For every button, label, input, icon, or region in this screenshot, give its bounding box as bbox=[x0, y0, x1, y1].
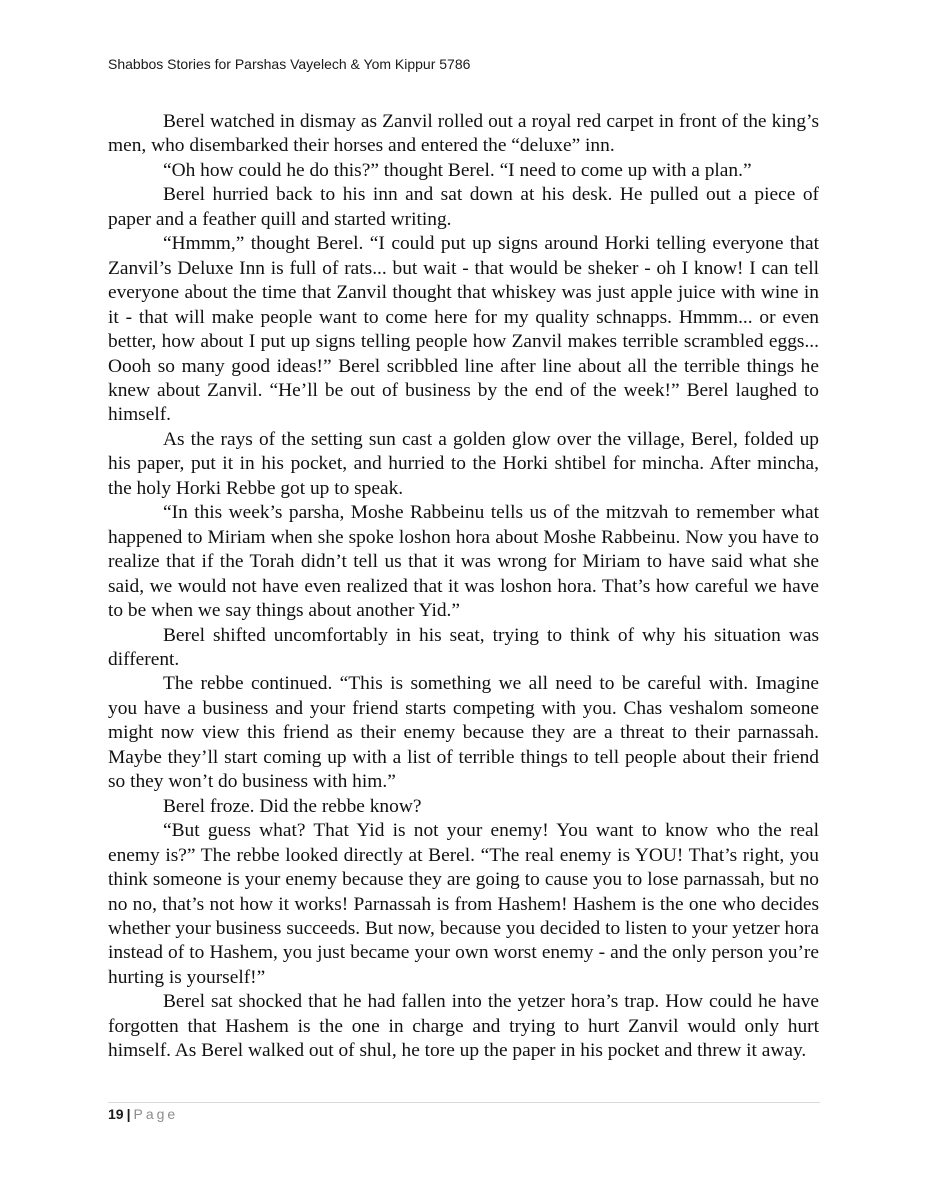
paragraph: Berel watched in dismay as Zanvil rolled out a royal red carpet in front of the king’s men, who disembarked their horses and entered the “deluxe” inn. bbox=[108, 111, 819, 157]
paragraph: “But guess what? That Yid is not your enemy! You want to know who the real enemy is?” The rebbe looked directly at Berel. “The real enemy is YOU! That’s right, you think someone is your enemy because they are going to cause you to lose parnassah, but no no no, that’s not how it works! Parnassah is from Hashem! Hashem is the one who decides whether your business succeeds. But now, because you decided to listen to your yetzer hora instead of to Hashem, you just became your own worst enemy - and the only person you’re hurting is yourself!” bbox=[108, 820, 819, 988]
paragraph: Berel sat shocked that he had fallen into the yetzer hora’s trap. How could he have forgotten that Hashem is the one in charge and trying to hurt Zanvil would only hurt himself. As Berel walked out of shul, he tore up the paper in his pocket and threw it away. bbox=[108, 991, 819, 1062]
paragraph: “Oh how could he do this?” thought Berel. “I need to come up with a plan.” bbox=[163, 159, 752, 181]
paragraph: Berel froze. Did the rebbe know? bbox=[163, 795, 422, 817]
paragraph: “Hmmm,” thought Berel. “I could put up signs around Horki telling everyone that Zanvil’s Deluxe Inn is full of rats... but wait - that would be sheker - oh I know! I can tell everyone about the time that Zanvil thought that whiskey was just apple juice with wine in it - that will make people want to come here for my quality schnapps. Hmmm... or even better, how about I put up signs telling people how Zanvil makes terrible scrambled eggs... Oooh so many good ideas!” Berel scribbled line after line about all the terrible things he knew about Zanvil. “He’ll be out of business by the end of the week!” Berel laughed to himself. bbox=[108, 233, 819, 426]
page-label: Page bbox=[133, 1106, 179, 1122]
paragraph: As the rays of the setting sun cast a golden glow over the village, Berel, folded up his paper, put it in his pocket, and hurried to the Horki shtibel for mincha. After mincha, the holy Horki Rebbe got up to speak. bbox=[108, 428, 819, 499]
page-number: 19 bbox=[108, 1106, 124, 1122]
footer-separator: | bbox=[126, 1106, 131, 1122]
paragraph: The rebbe continued. “This is something we all need to be careful with. Imagine you have a business and your friend starts competing with you. Chas veshalom someone might now view this friend as their enemy because they are a threat to their parnassah. Maybe they’ll start coming up with a list of terrible things to tell people about their friend so they won’t do business with him.” bbox=[108, 673, 819, 793]
paragraph: “In this week’s parsha, Moshe Rabbeinu tells us of the mitzvah to remember what happened to Miriam when she spoke loshon hora about Moshe Rabbeinu. Now you have to realize that if the Torah didn’t tell us that it was wrong for Miriam to have said what she said, we would not have even realized that it was loshon hora. That’s how careful we have to be when we say things about another Yid.” bbox=[108, 502, 819, 622]
paragraph: Berel shifted uncomfortably in his seat, trying to think of why his situation was different. bbox=[108, 624, 819, 670]
running-header: Shabbos Stories for Parshas Vayelech & Yom Kippur 5786 bbox=[108, 56, 471, 72]
story-body bbox=[108, 110, 819, 1064]
paragraph: Berel hurried back to his inn and sat down at his desk. He pulled out a piece of paper and a feather quill and started writing. bbox=[108, 184, 819, 230]
footer-divider bbox=[108, 1102, 820, 1103]
page-footer bbox=[108, 1106, 178, 1122]
